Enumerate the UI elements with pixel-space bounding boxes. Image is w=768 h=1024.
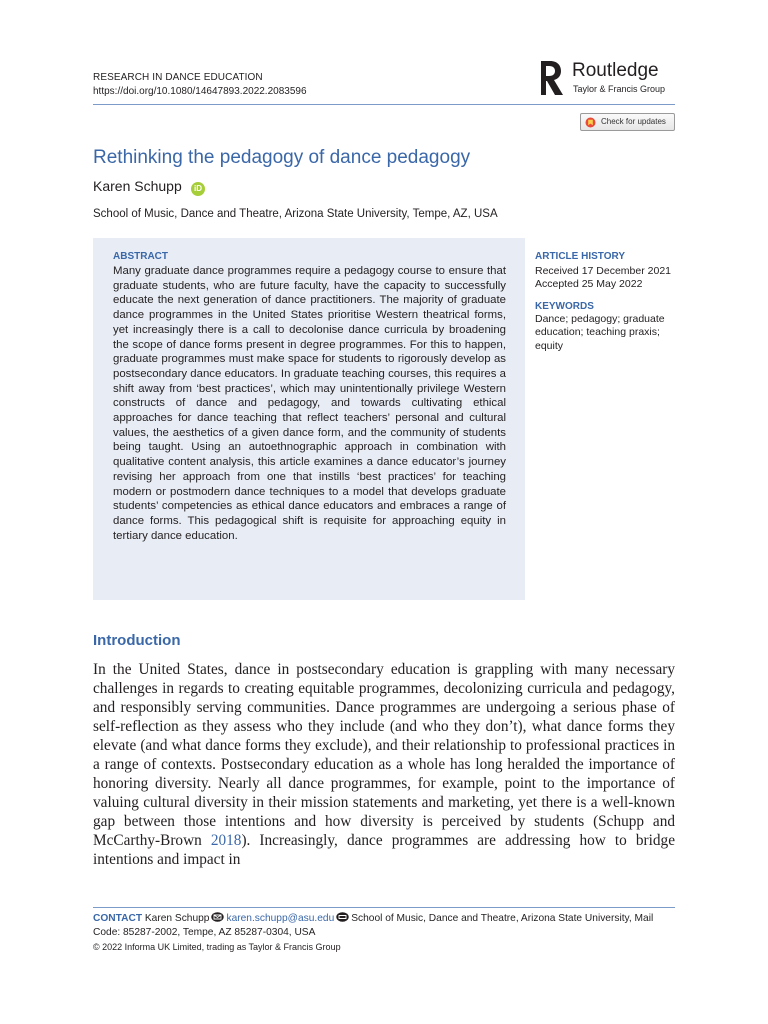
article-title: Rethinking the pedagogy of dance pedagogy <box>93 147 471 168</box>
doi-link[interactable]: https://doi.org/10.1080/14647893.2022.2083596 <box>93 86 307 97</box>
introduction-paragraph <box>93 660 675 869</box>
contact-address: School of Music, Dance and Theatre, Arizona State University, Mail Code: 85287-2002, Tempe, AZ 85287-0304, USA <box>93 913 654 938</box>
keywords-heading: KEYWORDS <box>535 301 594 312</box>
publisher-logo <box>538 59 678 99</box>
routledge-mark-icon <box>538 59 566 97</box>
publisher-name: Routledge <box>572 60 659 81</box>
contact-name: Karen Schupp <box>144 913 210 924</box>
email-icon <box>211 912 224 922</box>
publisher-subtitle: Taylor & Francis Group <box>573 84 666 94</box>
copyright-notice: © 2022 Informa UK Limited, trading as Taylor & Francis Group <box>93 942 341 952</box>
address-icon <box>336 912 349 922</box>
check-updates-label: Check for updates <box>601 117 666 126</box>
intro-text-part-2: ). Increasingly, dance programmes are addressing how to bridge intentions and impact in <box>93 832 675 868</box>
author-affiliation: School of Music, Dance and Theatre, Arizona State University, Tempe, AZ, USA <box>93 208 498 220</box>
introduction-heading: Introduction <box>93 632 181 649</box>
header-divider <box>93 104 675 105</box>
contact-email[interactable]: karen.schupp@asu.edu <box>226 913 335 924</box>
article-history-heading: ARTICLE HISTORY <box>535 251 626 262</box>
footer-divider <box>93 907 675 908</box>
keywords-list: Dance; pedagogy; graduate education; teaching praxis; equity <box>535 313 665 352</box>
accepted-date: Accepted 25 May 2022 <box>535 278 643 290</box>
crossmark-icon <box>585 117 596 128</box>
citation-link[interactable]: 2018 <box>210 832 242 849</box>
journal-name: RESEARCH IN DANCE EDUCATION <box>93 72 263 83</box>
received-date: Received 17 December 2021 <box>535 265 671 277</box>
abstract-text: Many graduate dance programmes require a pedagogy course to ensure that graduate students, who are future faculty, have the capacity to successfully educate the next generation of dance practitioners. The majority of graduate dance programmes in the United States prioritise Western theatrical forms, yet increasingly there is a call to decolonise dance curricula by broadening the scope of dance forms present in degree programmes. For this to happen, graduate programmes must make space for students to rigorously develop as postsecondary dance educators. In graduate teaching courses, this requires a shift away from ‘best practices’, which may unintentionally privilege Western constructs of dance and pedagogy, and towards cultivating ethical approaches for dance teaching that reflect teachers’ personal and cultural values, the aesthetics of a given dance form, and the community of students being taught. Using an autoethnographic approach in combination with qualitative content analysis, this article examines a dance educator’s journey revising her approach from one that instills ‘best practices’ for teaching modern or postmodern dance techniques to a model that develops graduate students’ competencies as ethical dance educators and embraces a range of dance forms. This pedagogical shift is requisite for approaching equity in tertiary dance education. <box>113 265 506 542</box>
intro-text-part-1: In the United States, dance in postsecondary education is grappling with many necessary challenges in regards to creating equitable programmes, decolonizing curricula and pedagogy, and responsibly serving communities. Dance programmes are undergoing a serious phase of self-reflection as they assess who they include (and who they don’t), what dance forms they elevate (and what dance forms they exclude), and their relationship to professional practices in a range of contexts. Postsecondary education as a whole has long heralded the importance of honoring diversity. Nearly all dance programmes, for example, point to the importance of valuing cultural diversity in their mission statements and marketing, yet there is a well-known gap between those intentions and how diversity is perceived by students (Schupp and McCarthy-Brown <box>93 661 675 849</box>
orcid-icon[interactable]: iD <box>191 182 205 196</box>
contact-label: CONTACT <box>93 913 143 924</box>
abstract-heading: ABSTRACT <box>113 251 168 262</box>
author-name[interactable]: Karen Schupp <box>93 178 182 194</box>
contact-info <box>93 912 675 940</box>
check-for-updates-button[interactable] <box>580 113 675 131</box>
